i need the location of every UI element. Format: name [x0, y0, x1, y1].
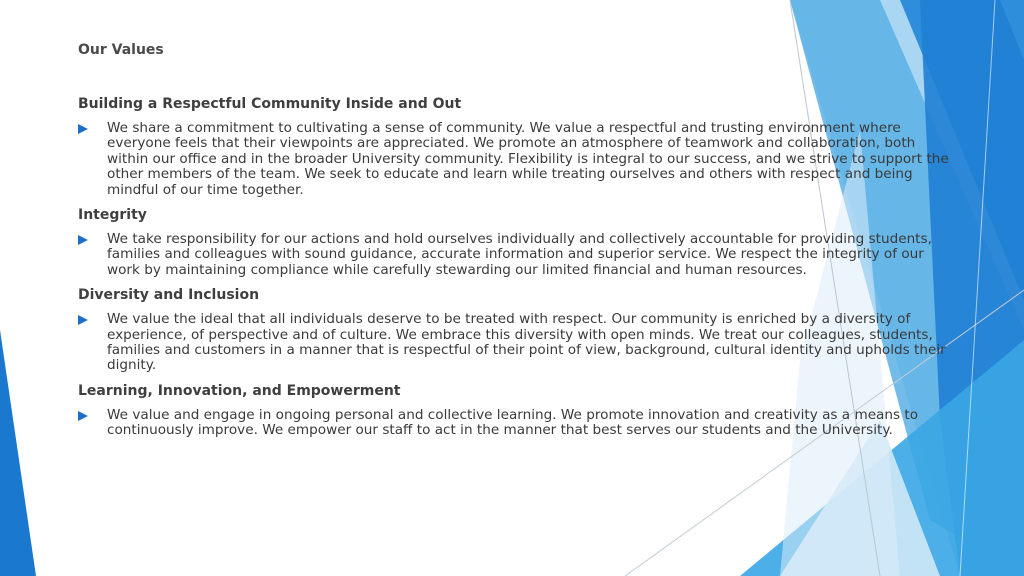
- page-title: Our Values: [78, 42, 164, 58]
- left-accent-shape: [0, 330, 36, 576]
- section-heading: Learning, Innovation, and Empowerment: [78, 382, 401, 399]
- bullet-item: [78, 408, 958, 439]
- triangle-right-icon: [78, 235, 88, 245]
- bullet-text: We value and engage in ongoing personal and collective learning. We promote innovation and creativity as a means to continuously improve. We empower our staff to act in the manner that best serves our students and the University.: [107, 406, 919, 439]
- values-list: [78, 95, 958, 447]
- triangle-right-icon: [78, 411, 88, 421]
- bullet-item: [78, 232, 958, 278]
- value-section-learning: [78, 382, 958, 439]
- bullet-text: We take responsibility for our actions and hold ourselves individually and collectively accountable for providing students, families and colleagues with sound guidance, accurate information and superior service. We respect the integrity of our work by maintaining compliance while carefully stewarding our limited financial and human resources.: [107, 231, 932, 278]
- triangle-right-icon: [78, 124, 88, 134]
- section-heading: Diversity and Inclusion: [78, 287, 260, 304]
- bullet-text: We value the ideal that all individuals deserve to be treated with respect. Our community is enriched by a diversity of experience, of perspective and of culture. We embrace this diversity with open minds. We treat our colleagues, students, families and customers in a manner that is respectful of their point of view, background, cultural identity and upholds their dignity.: [107, 311, 946, 374]
- section-heading: Building a Respectful Community Inside and Out: [78, 96, 462, 112]
- value-section-diversity: [78, 286, 958, 374]
- value-section-community: [78, 95, 958, 198]
- bullet-text: We share a commitment to cultivating a sense of community. We value a respectful and trusting environment where everyone feels that their viewpoints are appreciated. We promote an atmosphere of teamwork and collaboration, both within our office and in the broader University community. Flexibility is integral to our success, and we strive to support the other members of the team. We seek to educate and learn while treating ourselves and others with respect and being mindful of our time together.: [107, 120, 949, 198]
- bullet-item: [78, 312, 958, 374]
- triangle-right-icon: [78, 315, 88, 325]
- value-section-integrity: [78, 206, 958, 278]
- bullet-item: [78, 121, 958, 198]
- section-heading: Integrity: [78, 207, 147, 224]
